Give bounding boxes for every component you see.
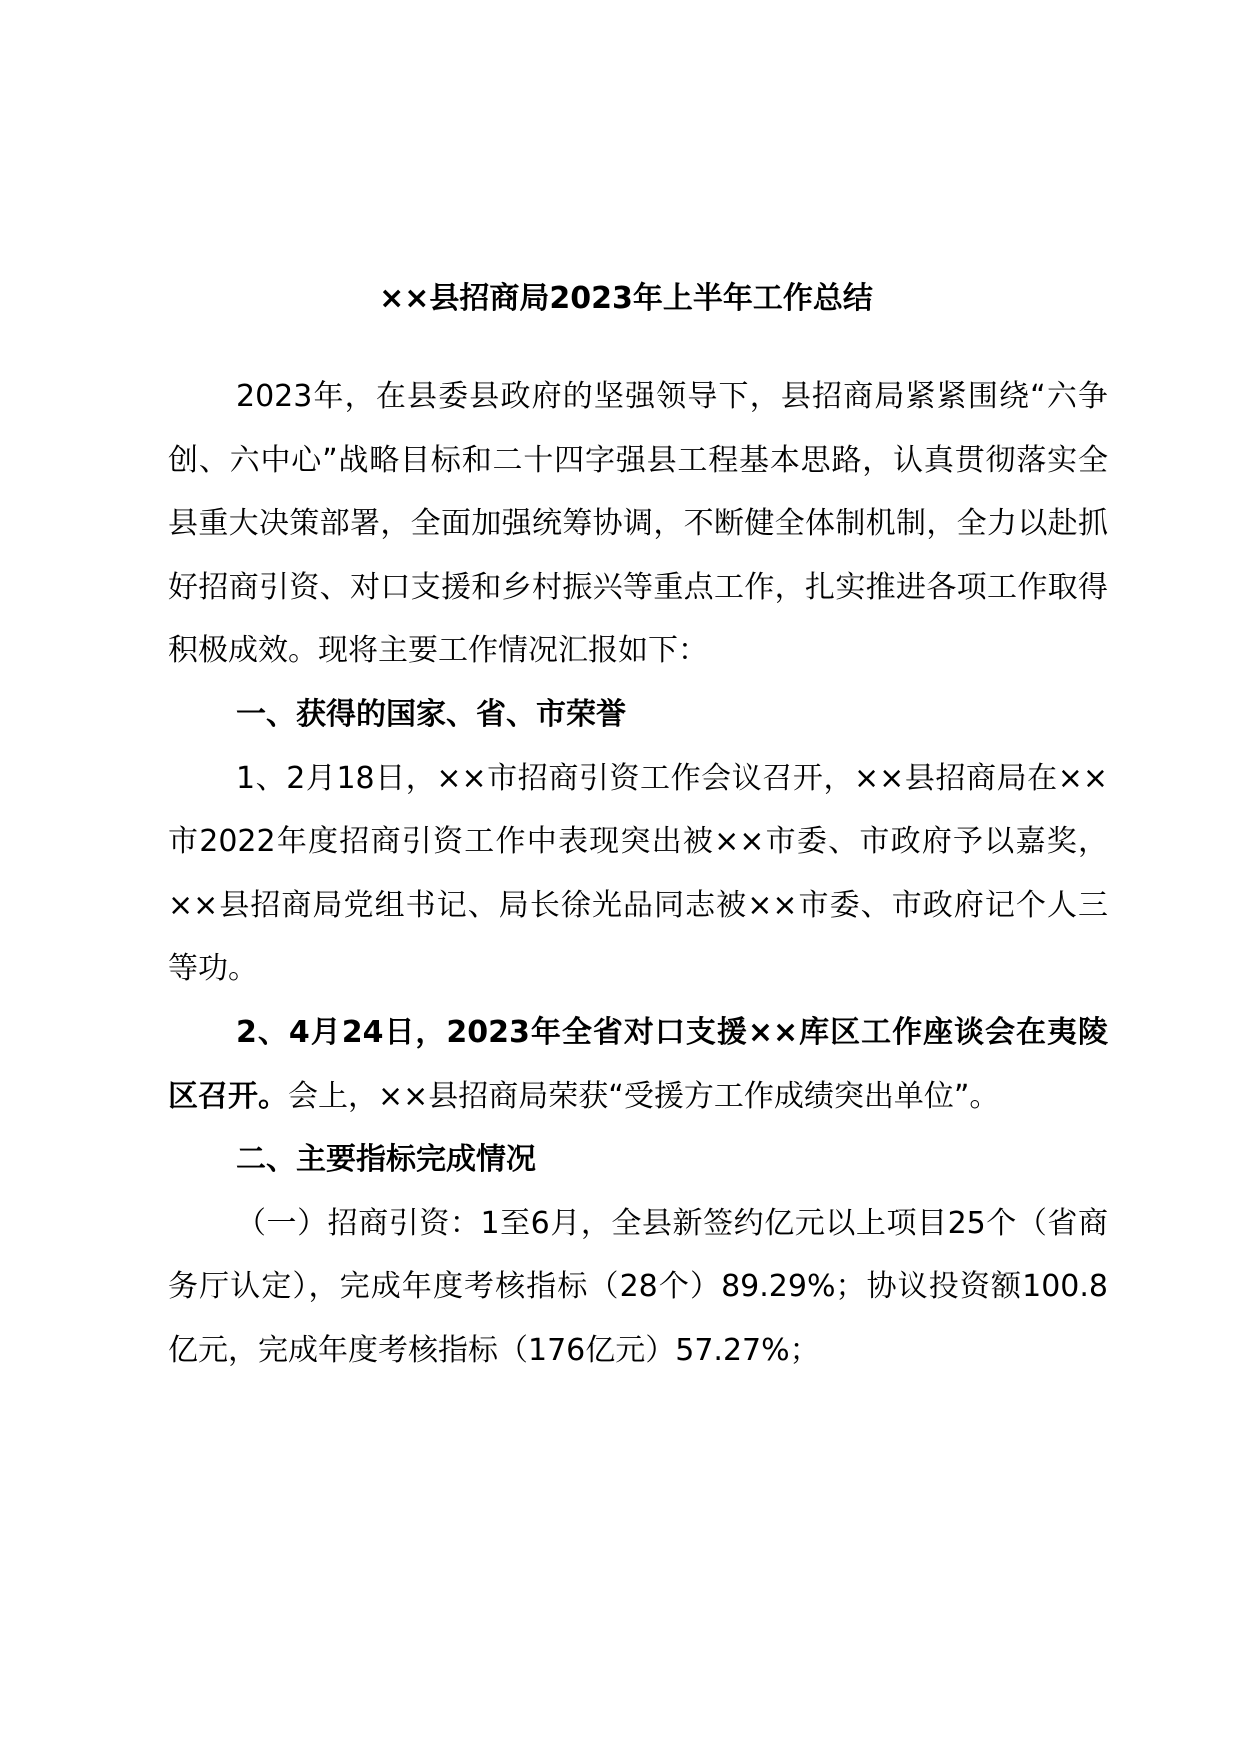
honor-item-2 (168, 1001, 1108, 1128)
honor-item-2-text: 会上，××县招商局荣获“受援方工作成绩突出单位”。 (288, 1078, 1000, 1114)
document-body (168, 365, 1108, 1383)
intro-paragraph: 2023年，在县委县政府的坚强领导下，县招商局紧紧围绕“六争创、六中心”战略目标和二十四字强县工程基本思路，认真贯彻落实全县重大决策部署，全面加强统筹协调，不断健全体制机制，全力以赴抓好招商引资、对口支援和乡村振兴等重点工作，扎实推进各项工作取得积极成效。现将主要工作情况汇报如下： (168, 379, 1108, 669)
indicator-item-investment: （一）招商引资：1至6月，全县新签约亿元以上项目25个（省商务厅认定），完成年度考核指标（28个）89.29%；协议投资额100.8亿元，完成年度考核指标（176亿元）57.27%； (168, 1205, 1108, 1368)
section-heading-indicators: 二、主要指标完成情况 (236, 1142, 536, 1178)
honor-item-2-lead: 2、4月24日，2023年全省对口支援××库区工作座谈会在夷陵区召开。 (168, 1014, 1108, 1114)
honor-item-1: 1、2月18日，××市招商引资工作会议召开，××县招商局在××市2022年度招商引资工作中表现突出被××市委、市政府予以嘉奖，××县招商局党组书记、局长徐光品同志被××市委、市政府记个人三等功。 (168, 760, 1108, 987)
section-heading-honors: 一、获得的国家、省、市荣誉 (236, 696, 626, 732)
document-title: ××县招商局2023年上半年工作总结 (379, 281, 873, 316)
